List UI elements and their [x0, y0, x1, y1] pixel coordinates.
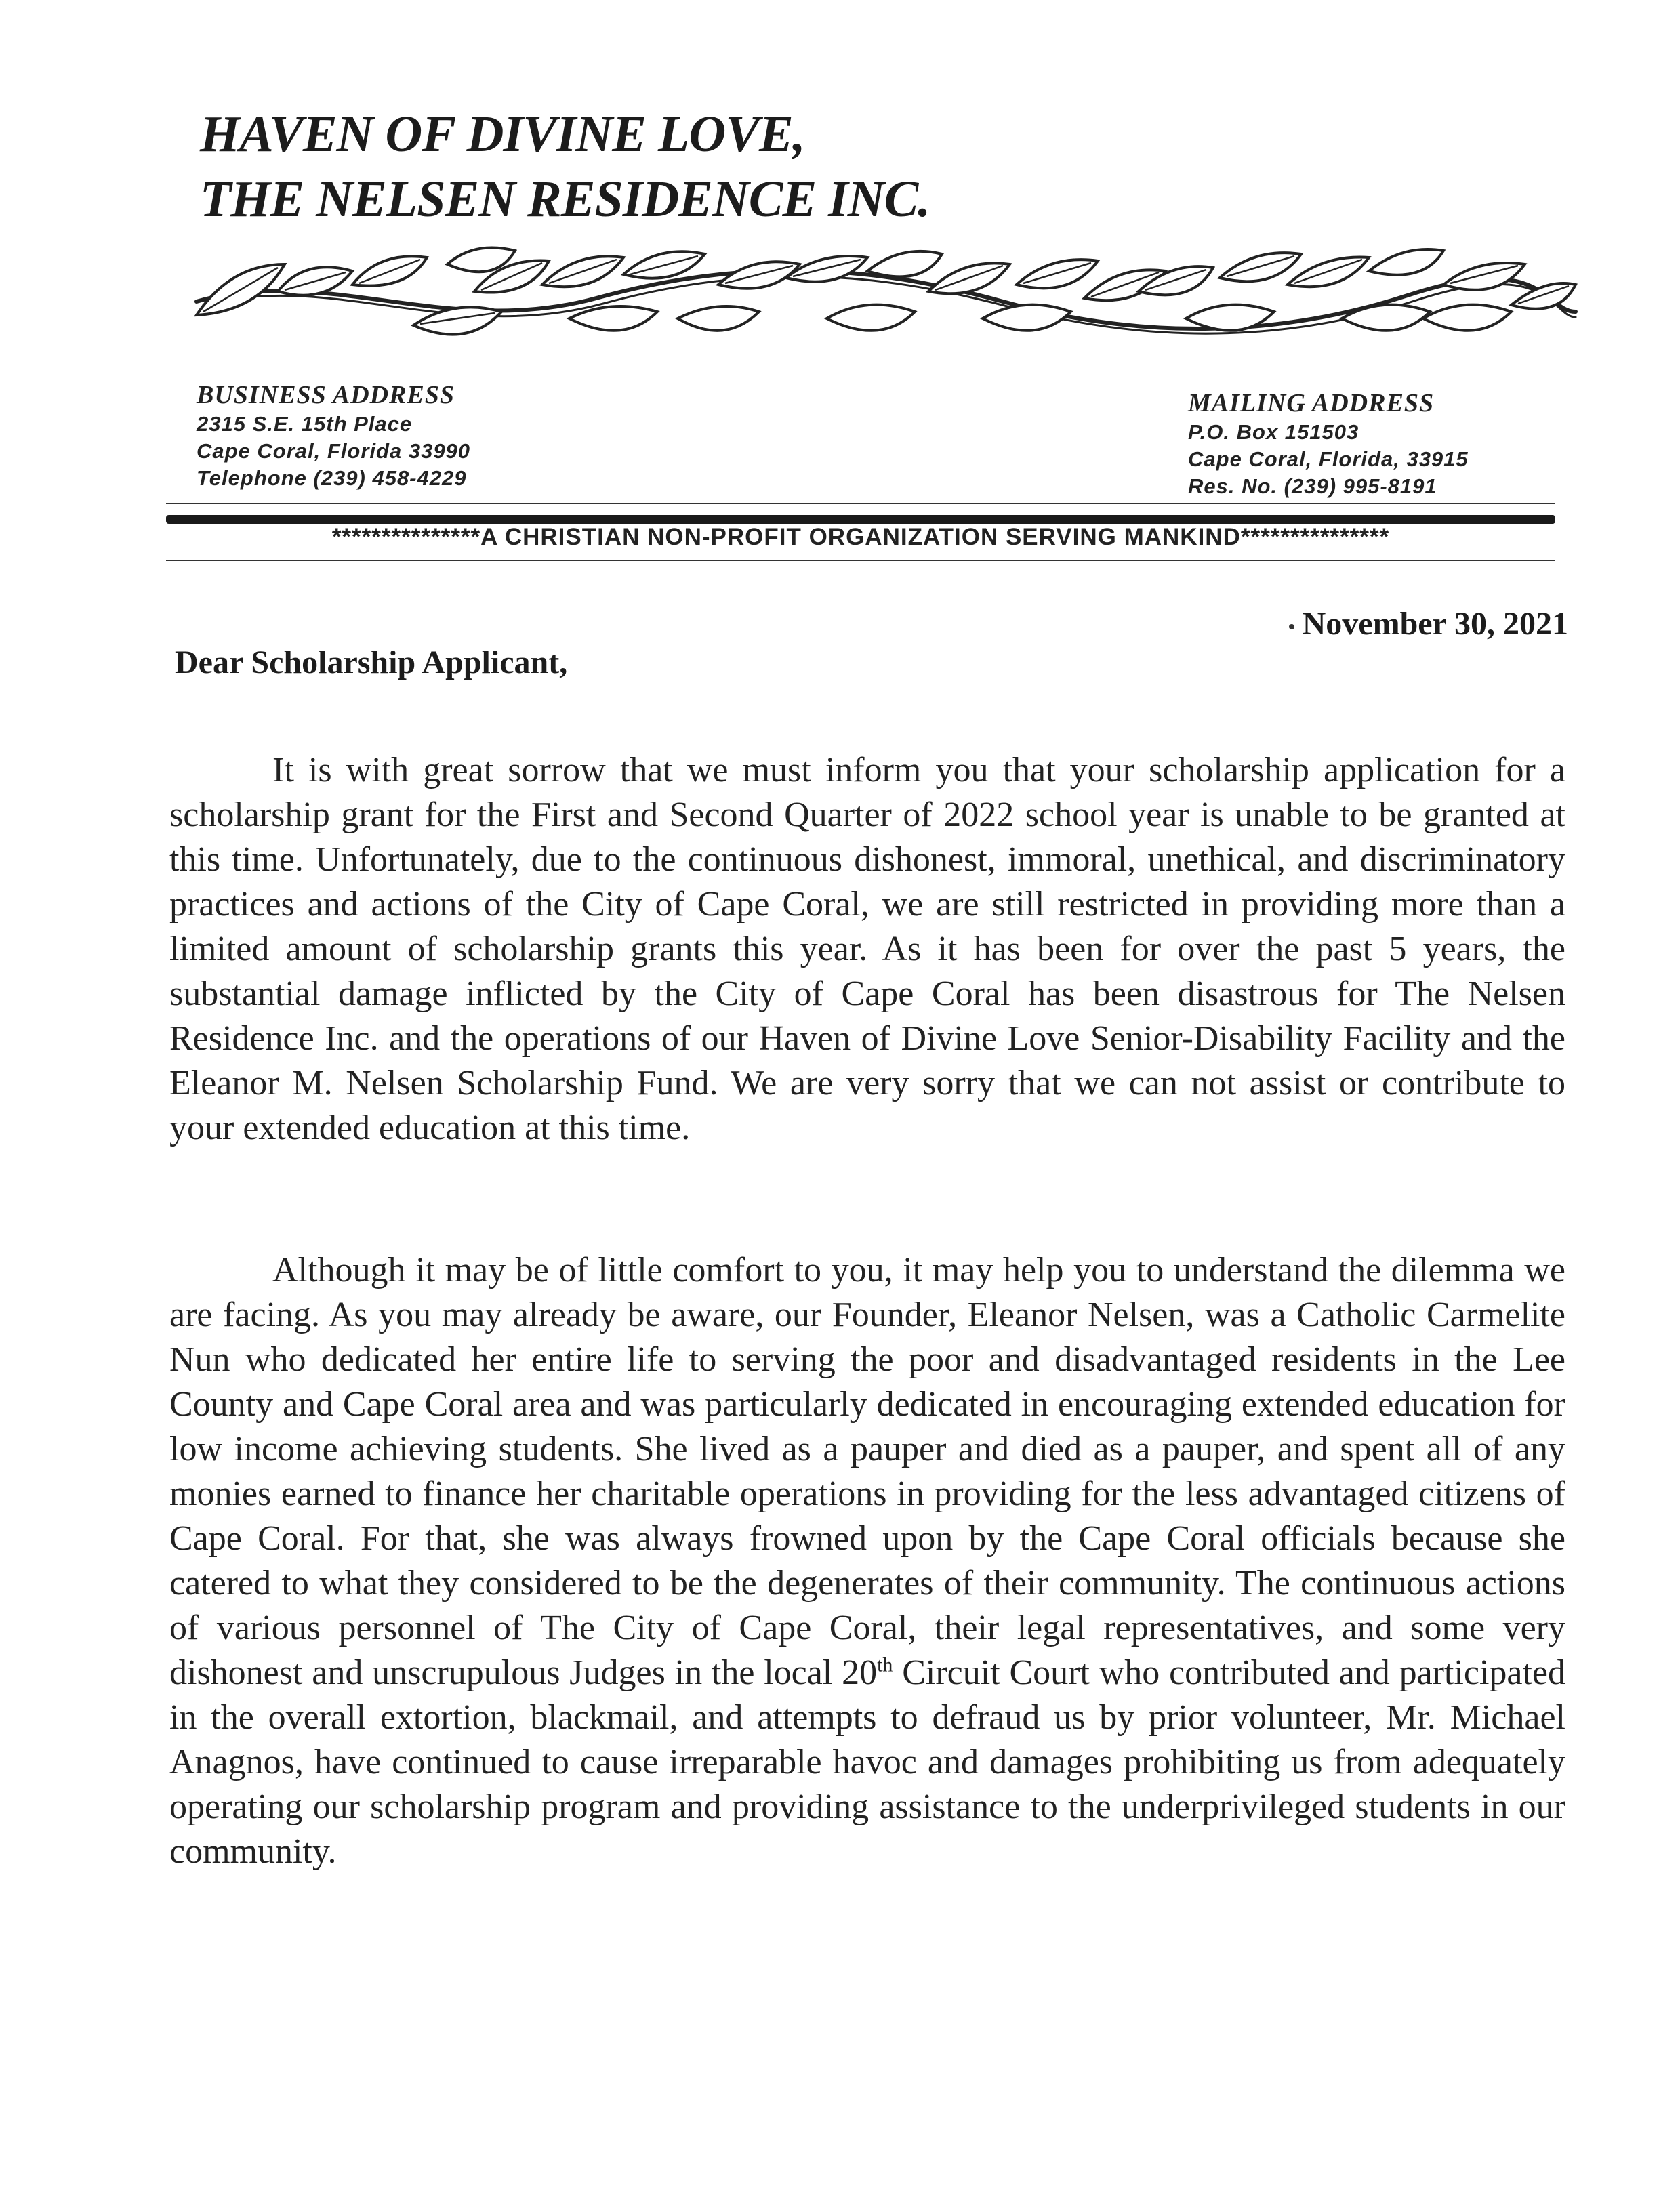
- header-rule-top: [166, 503, 1555, 504]
- organization-name: [200, 102, 930, 232]
- salutation: Dear Scholarship Applicant,: [175, 644, 568, 680]
- business-address: [197, 379, 470, 492]
- org-name-line1: HAVEN OF DIVINE LOVE,: [200, 106, 805, 163]
- organization-motto: ***************A CHRISTIAN NON-PROFIT ORGANIZATION SERVING MANKIND***************: [331, 524, 1390, 550]
- ordinal-suffix: th: [877, 1653, 893, 1676]
- header-rule-bottom: [166, 560, 1555, 561]
- org-name-line2: THE NELSEN RESIDENCE INC.: [200, 171, 930, 228]
- paragraph-2-part-b: Circuit Court who contributed and participated in the overall extortion, blackmail, and attempts to defraud us by prior volunteer, Mr. Michael Anagnos, have continued to cause irreparable havoc and damages prohibiting us from adequately operating our scholarship program and providing assistance to the underprivileged students in our community.: [169, 1653, 1565, 1871]
- letter-paragraph-2: [169, 1248, 1565, 1874]
- mailing-city: Cape Coral, Florida, 33915: [1188, 447, 1469, 471]
- business-telephone: Telephone (239) 458-4229: [197, 466, 467, 490]
- business-city: Cape Coral, Florida 33990: [197, 439, 471, 463]
- mailing-address: [1188, 388, 1469, 500]
- header-rule-thick: [166, 515, 1555, 524]
- business-street: 2315 S.E. 15th Place: [197, 412, 413, 436]
- letter-date: [1289, 605, 1568, 642]
- business-address-title: BUSINESS ADDRESS: [197, 381, 455, 409]
- mailing-address-title: MAILING ADDRESS: [1188, 389, 1435, 417]
- paragraph-2-part-a: Although it may be of little comfort to you, it may help you to understand the dilemma we are facing. As you may already be aware, our Founder, Eleanor Nelsen, was a Catholic Carmelite Nun who dedicated her entire life to serving the poor and disadvantaged residents in the Lee County and Cape Coral area and was particularly dedicated in encouraging extended education for low income achieving students. She lived as a pauper and died as a pauper, and spent all of any monies earned to finance her charitable operations in providing for the less advantaged citizens of Cape Coral. For that, she was always frowned upon by the Cape Coral officials because she catered to what they considered to be the degenerates of their community. The continuous actions of various personnel of The City of Cape Coral, their legal representatives, and some very dishonest and unscrupulous Judges in the local 20: [169, 1251, 1565, 1692]
- letter-date-text: November 30, 2021: [1302, 606, 1568, 642]
- mailing-res-number: Res. No. (239) 995-8191: [1188, 474, 1437, 498]
- letter-paragraph-1: It is with great sorrow that we must inform you that your scholarship application for a scholarship grant for the First and Second Quarter of 2022 school year is unable to be granted at this time. Unfortunately, due to the continuous dishonest, immoral, unethical, and discriminatory practices and actions of the City of Cape Coral, we are still restricted in providing more than a limited amount of scholarship grants this year. As it has been for over the past 5 years, the substantial damage inflicted by the City of Cape Coral has been disastrous for The Nelsen Residence Inc. and the operations of our Haven of Divine Love Senior-Disability Facility and the Eleanor M. Nelsen Scholarship Fund. We are very sorry that we can not assist or contribute to your extended education at this time.: [169, 751, 1565, 1147]
- mailing-po-box: P.O. Box 151503: [1188, 420, 1359, 444]
- vine-leaf-decoration: [190, 237, 1579, 352]
- date-dot-mark: [1289, 624, 1294, 629]
